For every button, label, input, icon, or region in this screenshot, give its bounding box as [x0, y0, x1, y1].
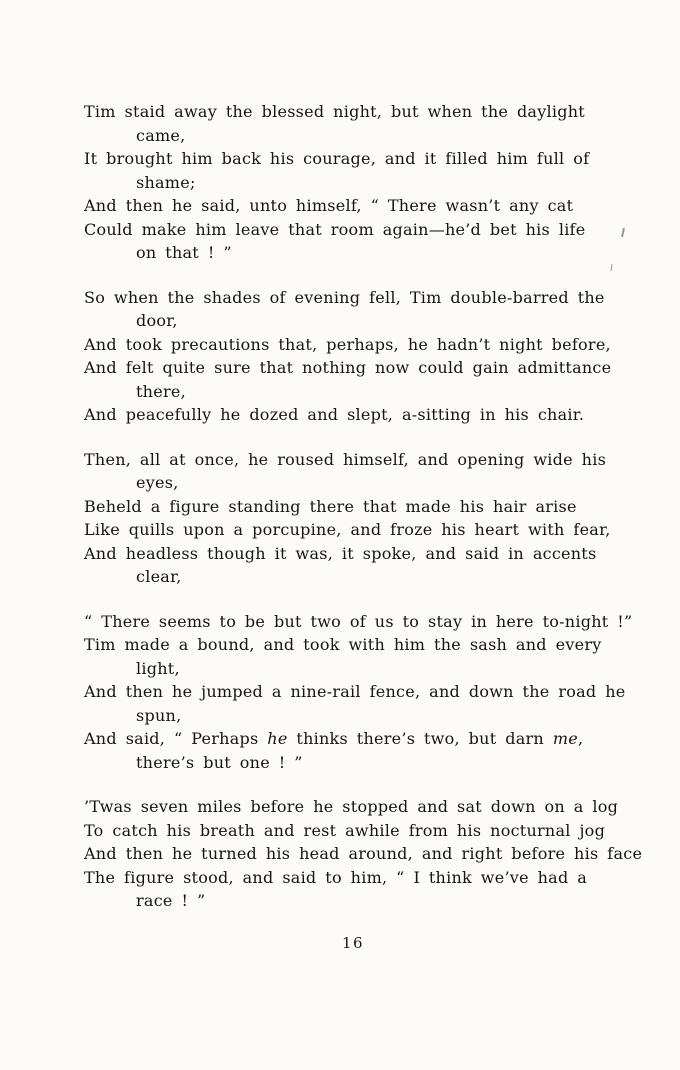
- stanza: [84, 610, 633, 775]
- poem-line: [84, 866, 622, 890]
- poem-line: [84, 171, 622, 195]
- text-segment: And then he turned his head around, and right before his face: [84, 844, 643, 863]
- text-segment: clear,: [136, 567, 182, 586]
- poem-line: [84, 610, 633, 634]
- text-segment: thinks there’s two, but darn: [287, 729, 553, 748]
- text-segment: Could make him leave that room again—he’d bet his life: [84, 219, 586, 239]
- poem-line: [84, 147, 622, 171]
- poem-line: [84, 819, 622, 843]
- poem-line: [84, 518, 622, 542]
- poem-line: [84, 680, 626, 704]
- poem-line: [84, 100, 622, 124]
- text-segment: came,: [136, 125, 186, 145]
- text-segment: Tim staid away the blessed night, but when the daylight: [84, 102, 585, 121]
- poem-line: [84, 218, 622, 242]
- text-segment: The figure stood, and said to him, “ I think we’ve had a: [84, 867, 588, 887]
- text-segment: Beheld a figure standing there that made his hair arise: [84, 496, 577, 516]
- text-segment: It brought him back his courage, and it filled him full of: [84, 149, 590, 168]
- poem-line: [84, 704, 622, 728]
- poem-line: [84, 751, 622, 775]
- text-segment: And took precautions that, perhaps, he hadn’t night before,: [84, 334, 611, 354]
- text-segment: And headless though it was, it spoke, and said in accents: [84, 543, 597, 563]
- poem-line: [84, 657, 622, 681]
- poem-line: [84, 403, 622, 427]
- text-segment: Like quills upon a porcupine, and froze his heart with fear,: [84, 520, 611, 539]
- text-segment: ,: [577, 729, 584, 748]
- text-segment: To catch his breath and rest awhile from his nocturnal jog: [84, 820, 606, 840]
- poem-line: [84, 448, 622, 472]
- text-segment: there’s but one ! ”: [136, 752, 303, 772]
- poem-line: [84, 889, 622, 913]
- poem-line: [84, 286, 622, 310]
- italic-word: me: [552, 729, 578, 748]
- stanza: [84, 286, 622, 427]
- text-segment: ’Twas seven miles before he stopped and sat down on a log: [84, 797, 619, 816]
- text-segment: Then, all at once, he roused himself, and opening wide his: [84, 449, 607, 469]
- poem-line: [84, 194, 622, 218]
- poem-line: [84, 124, 622, 148]
- stanza: [84, 100, 622, 265]
- text-segment: eyes,: [136, 473, 179, 492]
- text-segment: race ! ”: [136, 891, 206, 910]
- poem-line: [84, 241, 622, 265]
- text-segment: on that ! ”: [136, 243, 232, 262]
- poem-line: [84, 380, 622, 404]
- poem-body: [84, 100, 643, 913]
- text-segment: And then he said, unto himself, “ There wasn’t any cat: [84, 196, 574, 215]
- poem-line: [84, 309, 622, 333]
- text-segment: And felt quite sure that nothing now could gain admittance: [84, 358, 612, 377]
- text-segment: And then he jumped a nine-rail fence, and down the road he: [84, 682, 626, 701]
- stanza: [84, 448, 622, 589]
- poem-line: [84, 633, 622, 657]
- text-segment: So when the shades of evening fell, Tim double-barred the: [84, 287, 605, 307]
- poem-line: [84, 842, 643, 866]
- poem-line: [84, 565, 622, 589]
- poem-line: [84, 333, 622, 357]
- text-segment: “ There seems to be but two of us to stay in here to-night !”: [84, 611, 633, 631]
- page-number: 16: [341, 933, 365, 952]
- text-segment: spun,: [136, 705, 182, 725]
- poem-line: [84, 727, 622, 751]
- poem-line: [84, 495, 622, 519]
- text-segment: shame;: [136, 172, 196, 192]
- poem-line: [84, 795, 622, 819]
- text-segment: And said, “ Perhaps: [84, 729, 268, 748]
- text-segment: And peacefully he dozed and slept, a-sitting in his chair.: [84, 405, 585, 424]
- poem-line: [84, 542, 622, 566]
- scan-artifact: [621, 228, 625, 237]
- poem-line: [84, 471, 622, 495]
- text-segment: Tim made a bound, and took with him the sash and every: [84, 635, 602, 654]
- stanza: [84, 795, 643, 913]
- italic-word: he: [267, 729, 288, 748]
- text-segment: there,: [136, 381, 186, 401]
- text-segment: door,: [136, 311, 178, 330]
- poem-line: [84, 356, 622, 380]
- text-segment: light,: [136, 658, 180, 678]
